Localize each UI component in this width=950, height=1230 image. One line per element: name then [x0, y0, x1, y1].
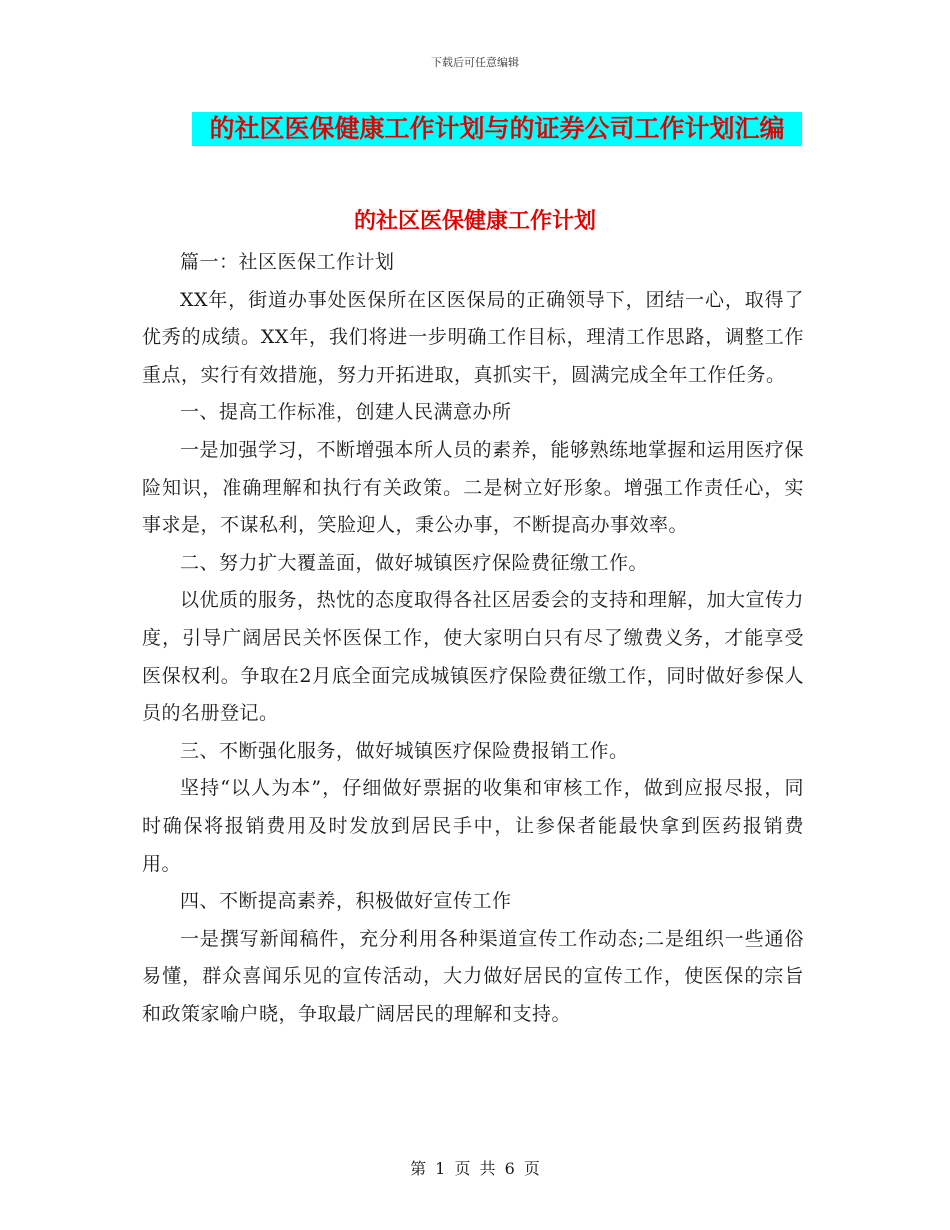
- paragraph-body-2: 以优质的服务，热忱的态度取得各社区居委会的支持和理解，加大宣传力度，引导广阔居民关怀医保工作，使大家明白只有尽了缴费义务，才能享受医保权利。争取在2月底全面完成城镇医疗保险费征缴工作，同时做好参保人员的名册登记。: [142, 589, 805, 725]
- paragraph-intro: XX年，街道办事处医保所在区医保局的正确领导下，团结一心，取得了优秀的成绩。XX年，我们将进一步明确工作目标，理清工作思路，调整工作重点，实行有效措施，努力开拓进取，真抓实干，圆满完成全年工作任务。: [142, 288, 804, 386]
- page-footer: 第 1 页 共 6 页: [410, 1159, 540, 1178]
- paragraph-heading-2: 二、努力扩大覆盖面，做好城镇医疗保险费征缴工作。: [180, 551, 649, 574]
- document-body: [142, 244, 804, 1033]
- paragraph-body-1: 一是加强学习，不断增强本所人员的素养，能够熟练地掌握和运用医疗保险知识，准确理解和执行有关政策。二是树立好形象。增强工作责任心，实事求是，不谋私利，笑脸迎人，秉公办事，不断提高办事效率。: [142, 438, 805, 537]
- paragraph-body-4: 一是撰写新闻稿件，充分利用各种渠道宣传工作动态;二是组织一些通俗易懂，群众喜闻乐见的宣传活动，大力做好居民的宣传工作，使医保的宗旨和政策家喻户晓，争取最广阔居民的理解和支持。: [142, 927, 804, 1025]
- document-title: 的社区医保健康工作计划与的证券公司工作计划汇编: [192, 112, 802, 146]
- header-note: 下载后可任意编辑: [431, 56, 519, 69]
- paragraph-body-3: 坚持“以人为本”，仔细做好票据的收集和审核工作，做到应报尽报，同时确保将报销费用及时发放到居民手中，让参保者能最快拿到医药报销费用。: [142, 777, 804, 875]
- paragraph-heading-3: 三、不断强化服务，做好城镇医疗保险费报销工作。: [180, 739, 629, 762]
- paragraph-chapter-heading: 篇一：社区医保工作计划: [180, 251, 395, 273]
- paragraph-heading-4: 四、不断提高素养，积极做好宣传工作: [180, 890, 512, 913]
- section-title: 的社区医保健康工作计划: [353, 209, 596, 234]
- paragraph-heading-1: 一、提高工作标准，创建人民满意办所: [180, 401, 512, 424]
